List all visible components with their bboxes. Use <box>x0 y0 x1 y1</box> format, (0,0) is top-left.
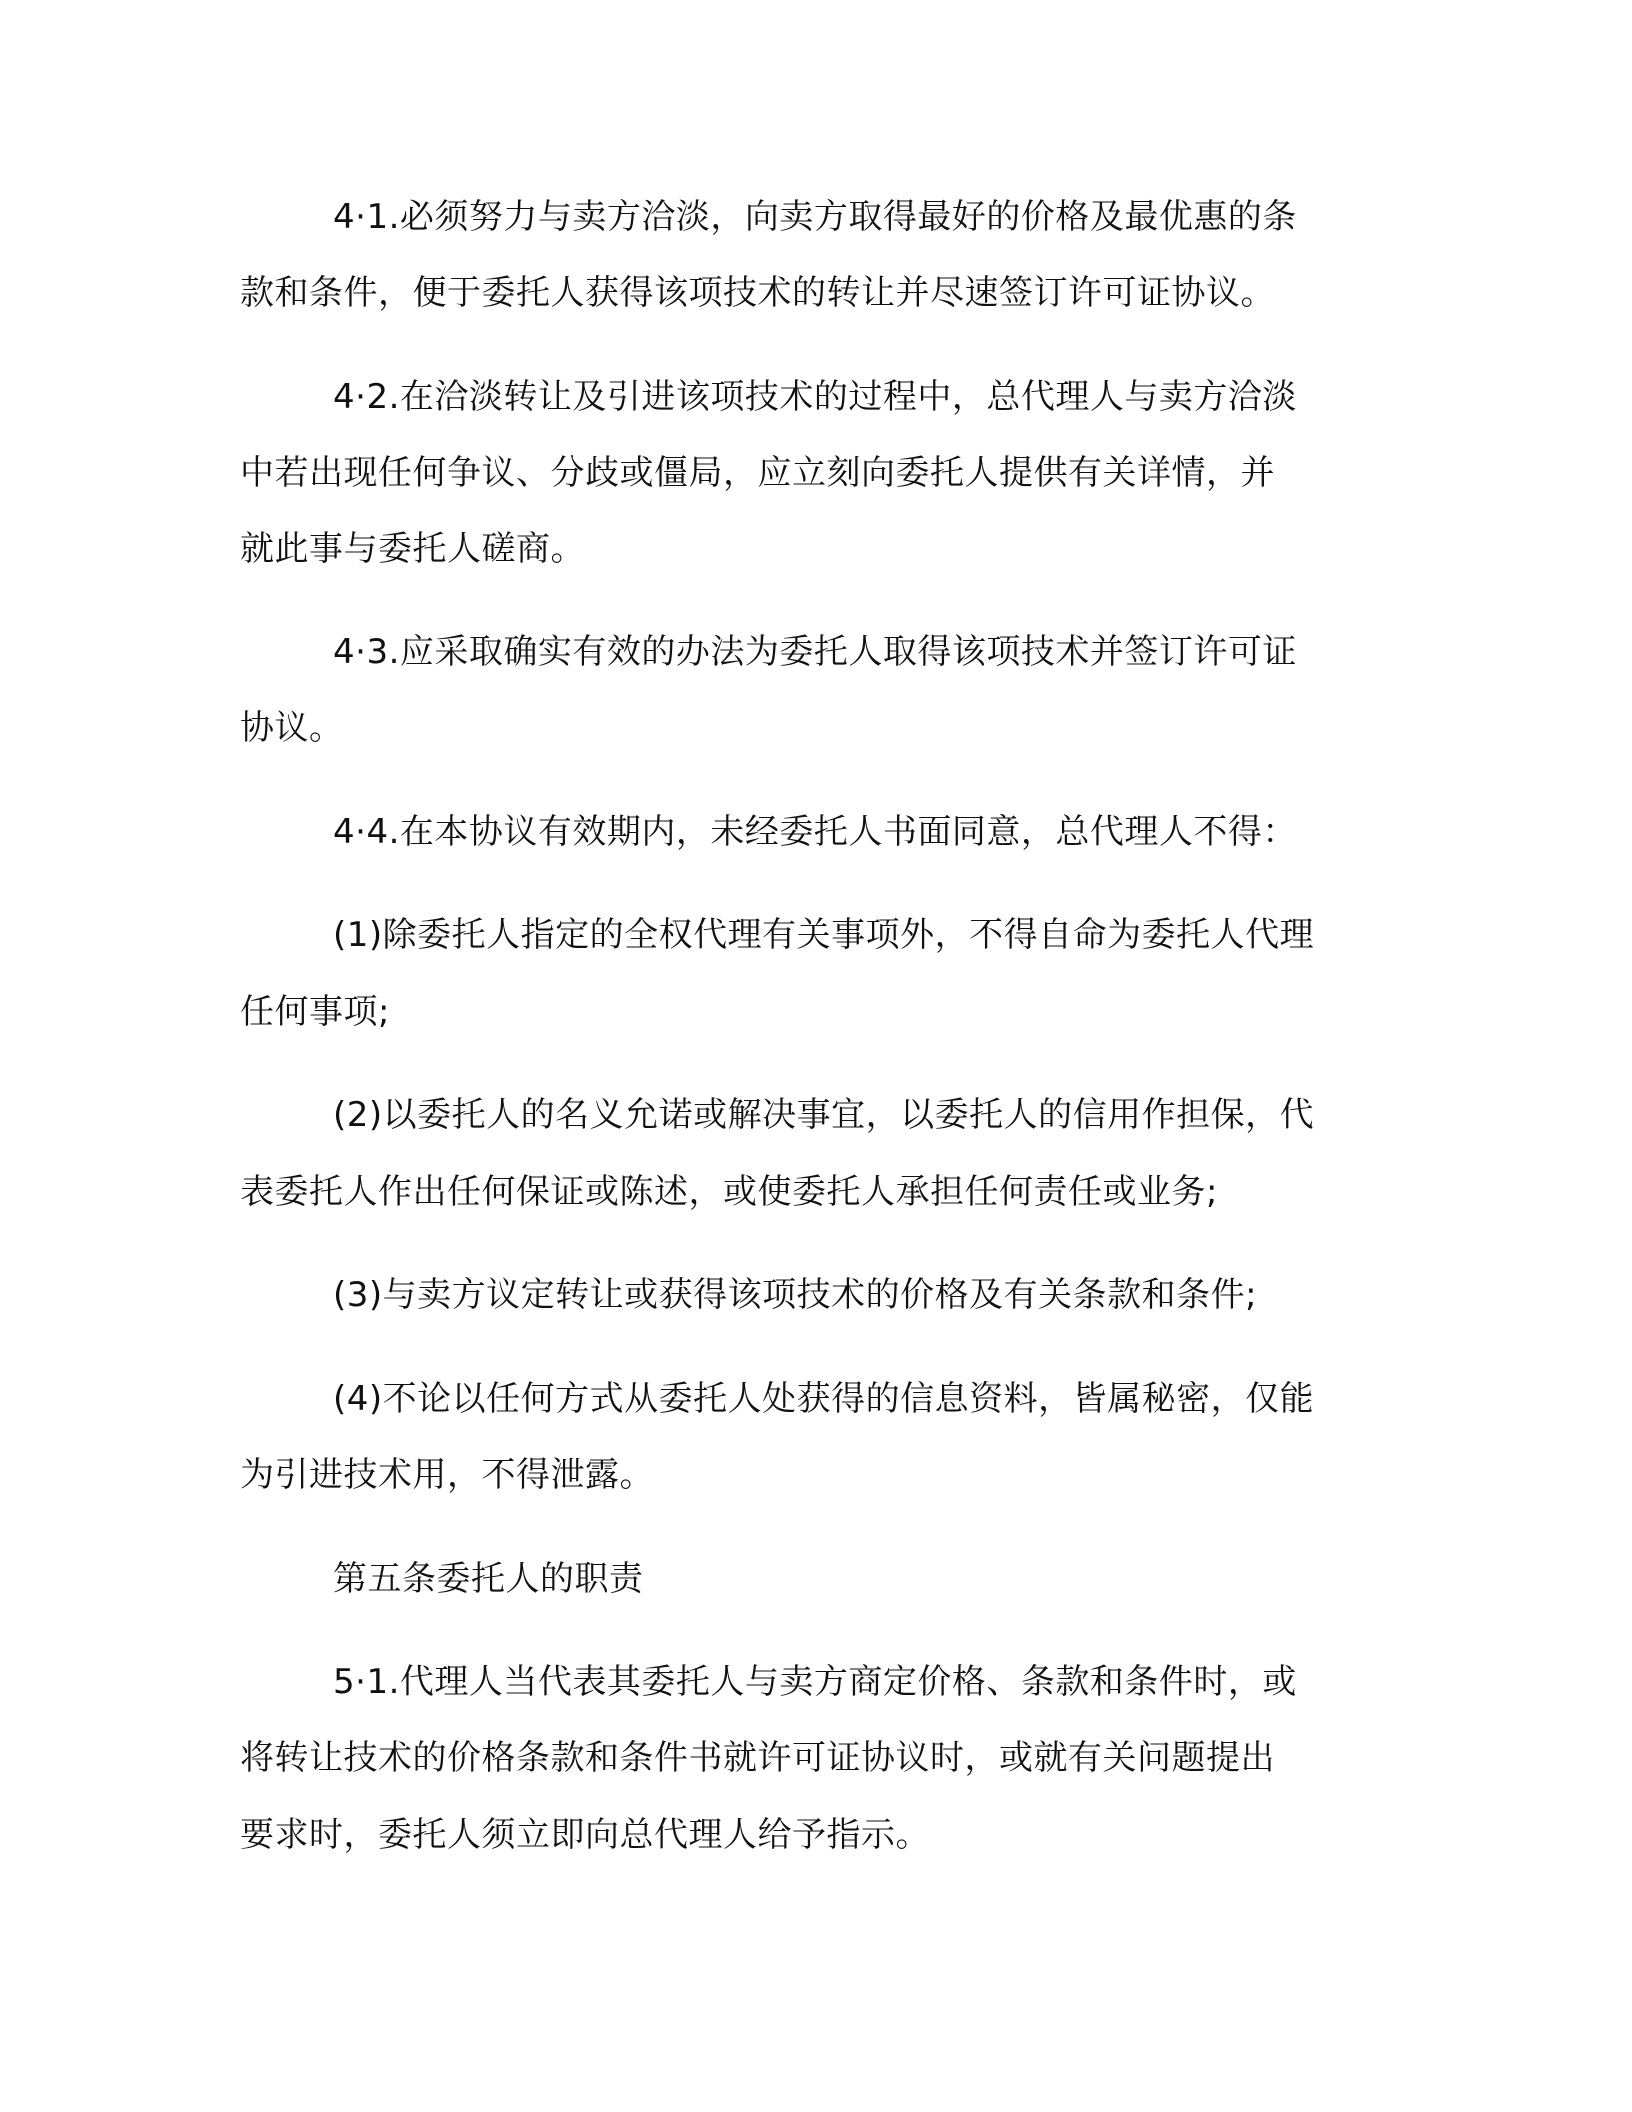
item-2-line-2: 表委托人作出任何保证或陈述，或使委托人承担任何责任或业务; <box>240 1172 1218 1212</box>
clause-5-1-line-2: 将转让技术的价格条款和条件书就许可证协议时，或就有关问题提出 <box>240 1738 1275 1778</box>
clause-5-1-line-1: 5·1.代理人当代表其委托人与卖方商定价格、条款和条件时，或 <box>333 1662 1297 1702</box>
clause-4-3-line-1: 4·3.应采取确实有效的办法为委托人取得该项技术并签订许可证 <box>333 632 1297 672</box>
item-2-line-1: (2)以委托人的名义允诺或解决事宜，以委托人的信用作担保，代 <box>333 1095 1315 1135</box>
section-5-heading: 第五条委托人的职责 <box>333 1559 644 1599</box>
item-1-line-1: (1)除委托人指定的全权代理有关事项外，不得自命为委托人代理 <box>333 915 1315 955</box>
clause-5-1-line-3: 要求时，委托人须立即向总代理人给予指示。 <box>240 1815 930 1855</box>
clause-4-1-line-2: 款和条件，便于委托人获得该项技术的转让并尽速签订许可证协议。 <box>240 273 1275 313</box>
item-4-line-1: (4)不论以任何方式从委托人处获得的信息资料，皆属秘密，仅能 <box>333 1379 1315 1419</box>
clause-4-1-line-1: 4·1.必须努力与卖方洽淡，向卖方取得最好的价格及最优惠的条 <box>333 197 1297 237</box>
clause-4-2-line-1: 4·2.在洽淡转让及引进该项技术的过程中，总代理人与卖方洽淡 <box>333 377 1297 417</box>
clause-4-4-line-1: 4·4.在本协议有效期内，未经委托人书面同意，总代理人不得： <box>333 812 1297 852</box>
item-4-line-2: 为引进技术用，不得泄露。 <box>240 1455 654 1495</box>
clause-4-3-line-2: 协议。 <box>240 708 344 748</box>
item-1-line-2: 任何事项; <box>240 992 390 1032</box>
clause-4-2-line-2: 中若出现任何争议、分歧或僵局，应立刻向委托人提供有关详情，并 <box>240 453 1275 493</box>
item-3-line-1: (3)与卖方议定转让或获得该项技术的价格及有关条款和条件; <box>333 1275 1258 1315</box>
clause-4-2-line-3: 就此事与委托人磋商。 <box>240 529 585 569</box>
